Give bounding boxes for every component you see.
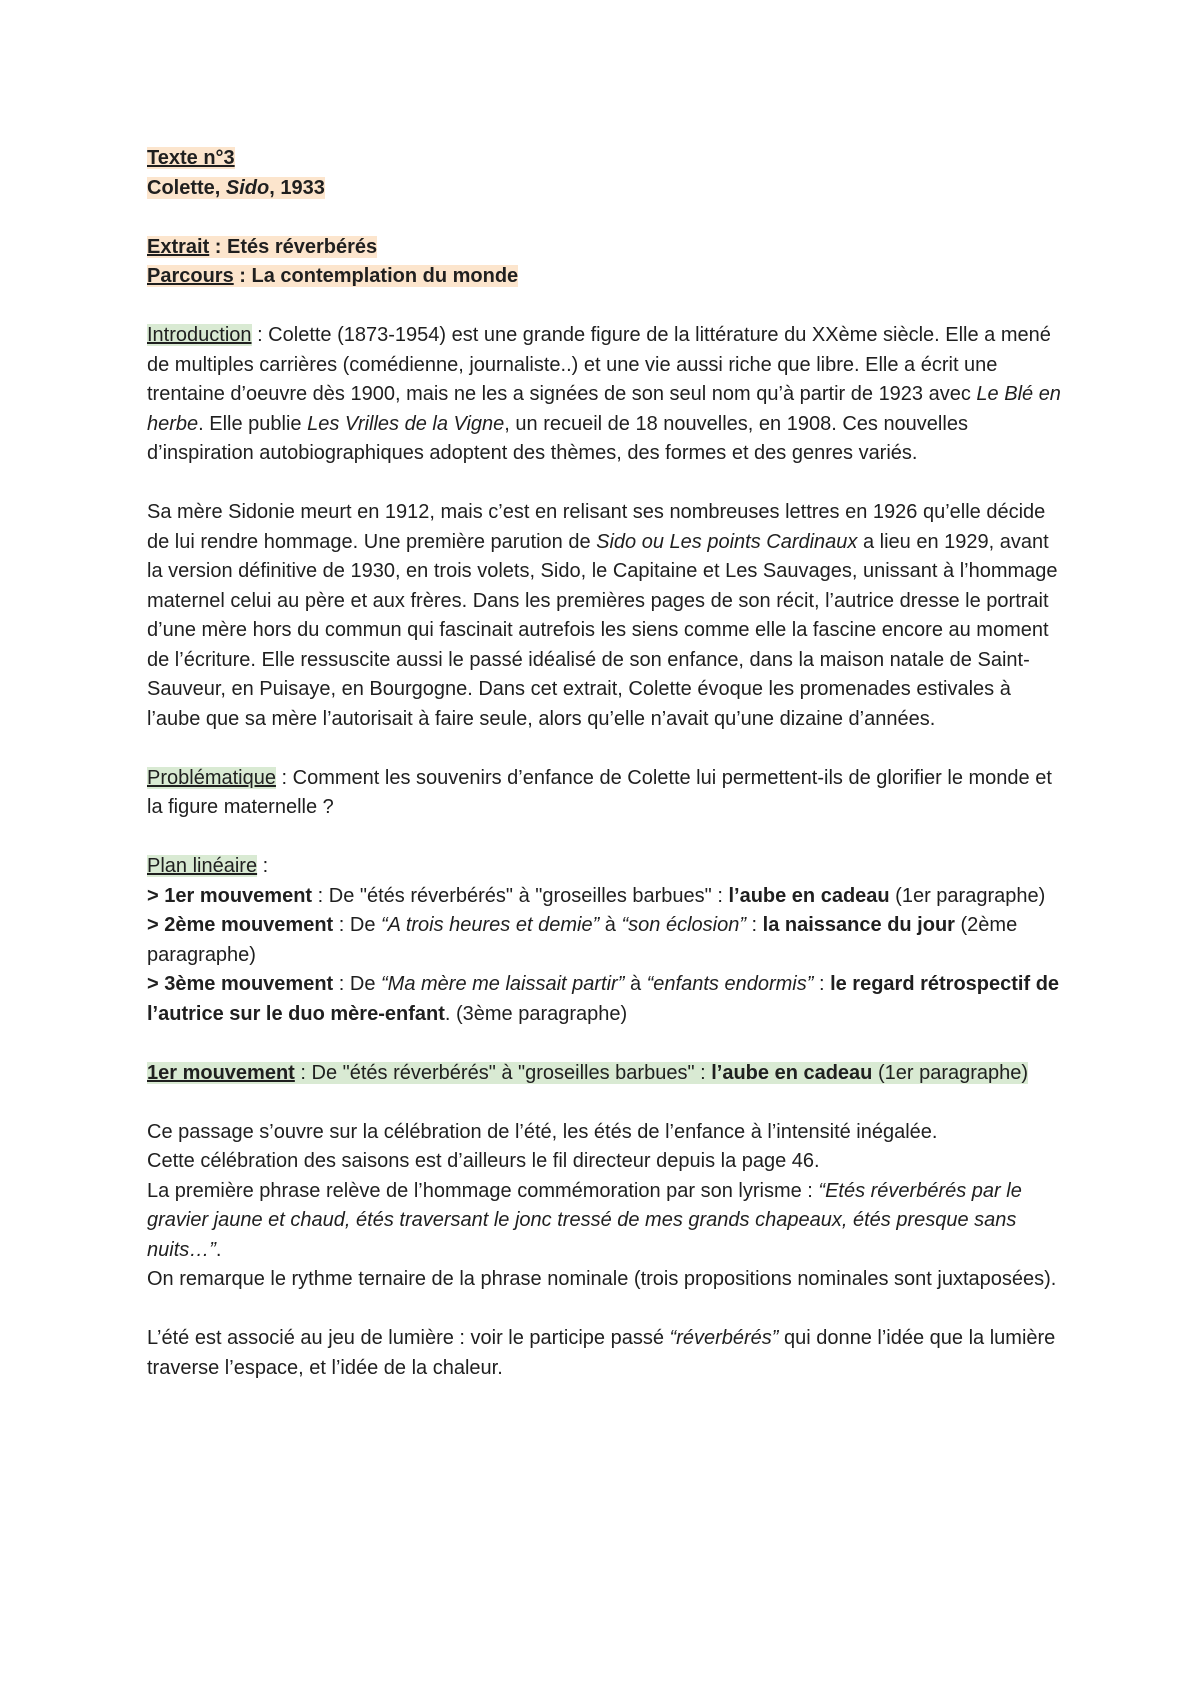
plan-mouvement-3: > 3ème mouvement : De “Ma mère me laissait partir” à “enfants endormis” : le regard rétrospectif de l’autrice sur le duo mère-enfant. (3ème paragraphe) (147, 973, 1060, 1025)
introduction-paragraph-1: Introduction : Colette (1873-1954) est une grande figure de la littérature du XXème siècle. Elle a mené de multiples carrières (comédienne, journaliste..) et une vie aussi riche que libre. Elle a écrit une trentaine d’oeuvre dès 1900, mais ne les a signées de son seul nom qu’à partir de 1923 avec Le Blé en herbe. Elle publie Les Vrilles de la Vigne, un recueil de 18 nouvelles, en 1908. Ces nouvelles d’inspiration autobiographiques adoptent des thèmes, des formes et des genres variés. (147, 324, 1061, 464)
analyse-paragraph-2: L’été est associé au jeu de lumière : voir le participe passé “réverbérés” qui donne l’idée que la lumière traverse l’espace, et l’idée de la chaleur. (147, 1327, 1056, 1379)
header-texte-no: Texte n°3 (147, 147, 235, 169)
plan-mouvement-2: > 2ème mouvement : De “A trois heures et demie” à “son éclosion” : la naissance du jour (2ème paragraphe) (147, 914, 1018, 966)
section-1-label: 1er mouvement (147, 1061, 295, 1084)
header-oeuvre: Colette, Sido, 1933 (147, 176, 325, 199)
analyse-line-2: Cette célébration des saisons est d’ailleurs le fil directeur depuis la page 46. (147, 1150, 820, 1172)
analyse-line-1: Ce passage s’ouvre sur la célébration de l’été, les étés de l’enfance à l’intensité inégalée. (147, 1120, 938, 1143)
section-1-heading: 1er mouvement : De "étés réverbérés" à "groseilles barbues" : l’aube en cadeau (1er paragraphe) (147, 1061, 1029, 1084)
problematique-paragraph: Problématique : Comment les souvenirs d’enfance de Colette lui permettent-ils de glorifier le monde et la figure maternelle ? (147, 766, 1052, 818)
plan-heading: Plan linéaire : (147, 855, 269, 877)
header-parcours: Parcours : La contemplation du monde (147, 265, 519, 287)
plan-mouvement-1: > 1er mouvement : De "étés réverbérés" à "groseilles barbues" : l’aube en cadeau (1er paragraphe) (147, 884, 1046, 907)
analyse-line-4: On remarque le rythme ternaire de la phrase nominale (trois propositions nominales sont juxtaposées). (147, 1268, 1057, 1290)
plan-label: Plan linéaire (147, 855, 258, 877)
document-body (147, 144, 1067, 1383)
introduction-label: Introduction (147, 324, 252, 346)
header-extrait: Extrait : Etés réverbérés (147, 235, 378, 258)
introduction-paragraph-2: Sa mère Sidonie meurt en 1912, mais c’est en relisant ses nombreuses lettres en 1926 qu’elle décide de lui rendre hommage. Une première parution de Sido ou Les points Cardinaux a lieu en 1929, avant la version définitive de 1930, en trois volets, Sido, le Capitaine et Les Sauvages, unissant à l’hommage maternel celui au père et aux frères. Dans les premières pages de son récit, l’autrice dresse le portrait d’une mère hors du commun qui fascinait autrefois les siens comme elle la fascine encore au moment de l’écriture. Elle ressuscite aussi le passé idéalisé de son enfance, dans la maison natale de Saint-Sauveur, en Puisaye, en Bourgogne. Dans cet extrait, Colette évoque les promenades estivales à l’aube que sa mère l’autorisait à faire seule, alors qu’elle n’avait qu’une dizaine d’années. (147, 501, 1058, 730)
problematique-label: Problématique (147, 766, 276, 789)
analyse-line-3: La première phrase relève de l’hommage commémoration par son lyrisme : “Etés réverbérés par le gravier jaune et chaud, étés traversant le jonc tressé de mes grands chapeaux, étés presque sans nuits…”. (147, 1179, 1022, 1261)
